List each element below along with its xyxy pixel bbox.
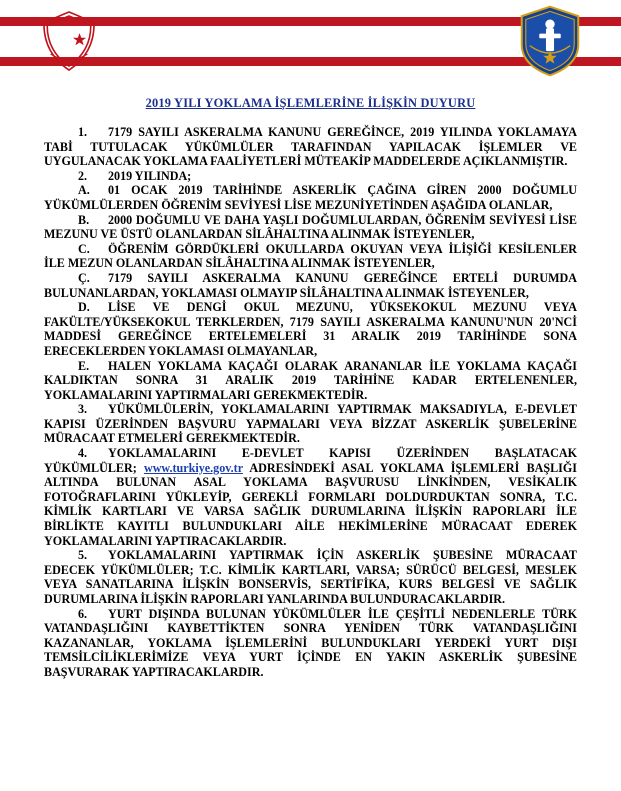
paragraph-6 xyxy=(44,607,577,680)
paragraph-text: 2019 YILINDA; xyxy=(108,168,192,183)
turkish-ministry-of-national-defence-emblem xyxy=(36,8,102,74)
paragraph-text: 2000 DOĞUMLU VE DAHA YAŞLI DOĞUMLULARDAN, ÖĞRENİM SEVİYESİ LİSE MEZUNU VE ÜSTÜ OLANLARDAN SİLÂHALTINA ALINMAK İSTEYENLER, xyxy=(44,212,577,242)
paragraph-number: A. xyxy=(78,183,90,198)
paragraph-2a xyxy=(44,183,577,212)
paragraph-2e xyxy=(44,359,577,403)
paragraph-2d xyxy=(44,300,577,358)
paragraph-4 xyxy=(44,446,577,548)
paragraph-number: 5. xyxy=(78,548,88,563)
paragraph-number: 3. xyxy=(78,402,88,417)
paragraph-2 xyxy=(44,169,577,184)
document-body xyxy=(0,96,621,680)
paragraph-2b xyxy=(44,213,577,242)
paragraph-number: E. xyxy=(78,358,90,373)
military-recruitment-office-emblem xyxy=(515,4,585,78)
paragraph-number: C. xyxy=(78,241,90,256)
paragraph-text: YOKLAMALARINI YAPTIRMAK İÇİN ASKERLİK ŞUBESİNE MÜRACAAT EDECEK YÜKÜMLÜLER; T.C. KİMLİK KARTLARI, VARSA; SÜRÜCÜ BELGESİ, MESLEK VEYA SANATLARINA İLİŞKİN BONSERVİS, SERTİFİKA, KURS BELGESİ VE SAĞLIK DURUMLARINA İLİŞKİN RAPORLARI YANLARINDA BULUNDURACAKLARDIR. xyxy=(44,548,577,606)
paragraph-text: LİSE VE DENGİ OKUL MEZUNU, YÜKSEKOKUL MEZUNU VEYA FAKÜLTE/YÜKSEKOKUL TERKLERDEN, 7179 SAYILI ASKERALMA KANUNU'NUN 20'NCİ MADDESİ GEREĞİNCE ERTELEMELERİ 31 ARALIK 2019 TARİHİNDE SONA ERECEKLERDEN YOKLAMASI OLMAYANLAR, xyxy=(44,300,577,358)
page-header xyxy=(0,0,621,84)
paragraph-text-after-link: ADRESİNDEKİ ASAL YOKLAMA İŞLEMLERİ BAŞLIĞI ALTINDA BULUNAN ASAL YOKLAMA BAŞVURUSU LİNKİNDEN, VESİKALIK FOTOĞRAFLARINI YÜKLEYİP, GEREKLİ FORMLARI DOLDURDUKTAN SONRA, T.C. KİMLİK KARTLARI VE VARSA SAĞLIK DURUMLARINA İLİŞKİN RAPORLARI İLE BİRLİKTE KAYITLI BULUNDUKLARI AİLE HEKİMLERİNE MÜRACAAT EDEREK YOKLAMALARINI YAPTIRACAKLARDIR. xyxy=(44,460,577,548)
paragraph-text: YÜKÜMLÜLERİN, YOKLAMALARINI YAPTIRMAK MAKSADIYLA, E-DEVLET KAPISI ÜZERİNDEN BAŞVURU YAPMALARI VEYA BİZZAT ASKERLİK ŞUBELERİNE MÜRACAAT ETMELERİ GEREKMEKTEDİR. xyxy=(44,402,577,446)
paragraph-text-before-link: YOKLAMALARINI E-DEVLET KAPISI ÜZERİNDEN BAŞLATACAK YÜKÜMLÜLER; xyxy=(44,446,577,475)
paragraph-2c xyxy=(44,242,577,271)
e-devlet-link[interactable]: www.turkiye.gov.tr xyxy=(143,460,243,475)
paragraph-text: 7179 SAYILI ASKERALMA KANUNU GEREĞİNCE ERTELİ DURUMDA BULUNANLARDAN, YOKLAMASI OLMAYIP SİLÂHALTINA ALINMAK İSTEYENLER, xyxy=(44,270,577,300)
paragraph-number: 6. xyxy=(78,606,88,621)
paragraph-text: 01 OCAK 2019 TARİHİNDE ASKERLİK ÇAĞINA GİREN 2000 DOĞUMLU YÜKÜMLÜLERDEN ÖĞRENİM SEVİYESİ LİSE MEZUNİYETİNDEN AŞAĞIDA OLANLAR, xyxy=(44,183,577,212)
paragraph-number: B. xyxy=(78,212,90,227)
paragraph-5 xyxy=(44,548,577,606)
paragraph-number: 2. xyxy=(78,168,88,183)
paragraph-text: HALEN YOKLAMA KAÇAĞI OLARAK ARANANLAR İLE YOKLAMA KAÇAĞI KALDIKTAN SONRA 31 ARALIK 2019 TARİHİNE KADAR ERTELENENLER, YOKLAMALARINI YAPTIRMALARI GEREKMEKTEDİR. xyxy=(44,358,577,402)
page-title: 2019 YILI YOKLAMA İŞLEMLERİNE İLİŞKİN DUYURU xyxy=(145,96,476,110)
paragraph-3 xyxy=(44,402,577,446)
paragraph-1 xyxy=(44,125,577,169)
paragraph-text: YURT DIŞINDA BULUNAN YÜKÜMLÜLER İLE ÇEŞİTLİ NEDENLERLE TÜRK VATANDAŞLIĞINI KAYBETTİKTEN SONRA YENİDEN TÜRK VATANDAŞLIĞINI KAZANANLAR, YOKLAMA İŞLEMLERİNİ BULUNDUKLARI YERDEKİ YURT DIŞI TEMSİLCİLİKLERİMİZE VEYA YURT İÇİNDE EN YAKIN ASKERLİK ŞUBESİNE BAŞVURARAK YAPTIRACAKLARDIR. xyxy=(44,606,577,679)
paragraph-text: ÖĞRENİM GÖRDÜKLERİ OKULLARDA OKUYAN VEYA İLİŞİĞİ KESİLENLER İLE MEZUN OLANLARDAN SİLÂHALTINA ALINMAK İSTEYENLER, xyxy=(44,241,577,271)
paragraph-number: 1. xyxy=(78,125,88,139)
paragraph-text: 7179 SAYILI ASKERALMA KANUNU GEREĞİNCE, 2019 YILINDA YOKLAMAYA TABİ TUTULACAK YÜKÜMLÜLER TARAFINDAN YAPILACAK İŞLEMLER VE UYGULANACAK YOKLAMA FAALİYETLERİ MÜTEAKİP MADDELERDE AÇIKLANMIŞTIR. xyxy=(44,125,577,169)
paragraph-number: 4. xyxy=(78,446,88,461)
paragraph-2c-cedilla xyxy=(44,271,577,300)
paragraph-number: D. xyxy=(78,300,90,315)
paragraph-number: Ç. xyxy=(78,270,90,285)
